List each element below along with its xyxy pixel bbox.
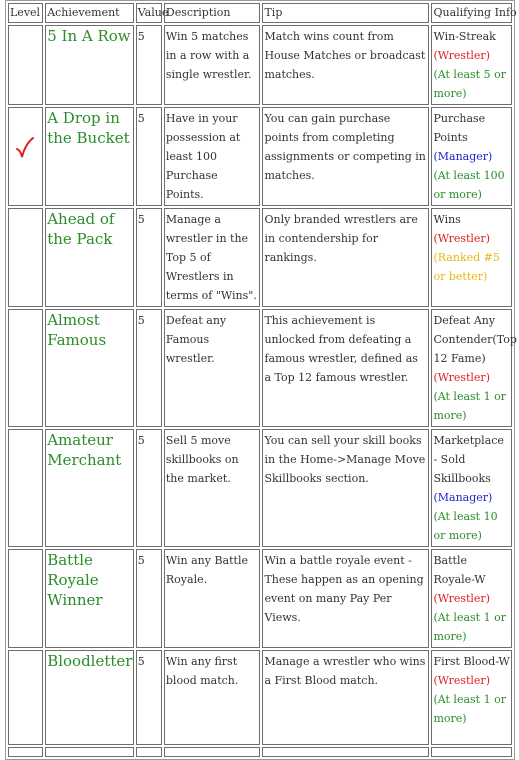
tip-cell: You can sell your skill books in the Home->Manage Move Skillbooks section. — [262, 429, 429, 547]
header-row — [8, 3, 512, 23]
qualifying-info-cell — [431, 208, 512, 307]
header-qualifying-info: Qualifying Info — [431, 3, 512, 23]
qualifying-info-cell — [431, 549, 512, 648]
tip-cell: Win a battle royale event - These happen as an opening event on many Pay Per Views. — [262, 549, 429, 648]
qualifying-progress: (At least 10 or more) — [433, 510, 498, 542]
achievement-name: Bloodletter — [47, 652, 133, 670]
achievement-cell — [45, 650, 134, 745]
table-row — [8, 747, 512, 757]
value-cell: 5 — [136, 650, 162, 745]
empty-cell — [45, 747, 134, 757]
qualifying-info-cell — [431, 650, 512, 745]
achievement-cell — [45, 107, 134, 206]
checkmark-icon — [16, 137, 34, 159]
qualifying-main: Win-Streak — [433, 30, 496, 43]
table-row — [8, 650, 512, 745]
table-row — [8, 429, 512, 547]
table-row — [8, 549, 512, 648]
qualifying-main: Marketplace - Sold Skillbooks — [433, 434, 504, 485]
description-cell: Have in your possession at least 100 Purchase Points. — [164, 107, 261, 206]
tip-cell: You can gain purchase points from completing assignments or competing in matches. — [262, 107, 429, 206]
tip-cell: Manage a wrestler who wins a First Blood match. — [262, 650, 429, 745]
level-cell — [8, 309, 43, 427]
table-row — [8, 107, 512, 206]
value-cell: 5 — [136, 429, 162, 547]
qualifying-progress: (At least 1 or more) — [433, 611, 506, 643]
achievement-cell — [45, 549, 134, 648]
achievement-cell — [45, 429, 134, 547]
achievement-cell — [45, 208, 134, 307]
header-description: Description — [164, 3, 261, 23]
qualifying-main: Battle Royale-W — [433, 554, 486, 586]
tip-cell: Only branded wrestlers are in contendership for rankings. — [262, 208, 429, 307]
empty-cell — [262, 747, 429, 757]
achievements-table-wrapper — [5, 0, 515, 760]
qualifying-main: First Blood-W — [433, 655, 510, 668]
value-cell: 5 — [136, 309, 162, 427]
qualifying-role: (Manager) — [433, 150, 493, 163]
achievement-name: 5 In A Row — [47, 27, 131, 45]
qualifying-role: (Manager) — [433, 491, 493, 504]
description-cell: Win 5 matches in a row with a single wrestler. — [164, 25, 261, 105]
description-cell: Win any first blood match. — [164, 650, 261, 745]
value-cell: 5 — [136, 549, 162, 648]
description-cell: Win any Battle Royale. — [164, 549, 261, 648]
empty-cell — [8, 747, 43, 757]
qualifying-rank: (Ranked #5 or better) — [433, 251, 500, 283]
value-cell: 5 — [136, 25, 162, 105]
qualifying-info-cell — [431, 309, 517, 427]
qualifying-progress: (At least 1 or more) — [433, 390, 506, 422]
empty-cell — [164, 747, 261, 757]
qualifying-role: (Wrestler) — [433, 674, 490, 687]
achievement-cell — [45, 309, 134, 427]
value-cell: 5 — [136, 107, 162, 206]
qualifying-main: Defeat Any Contender(Top 12 Fame) — [433, 314, 517, 365]
qualifying-info-cell — [431, 25, 512, 105]
qualifying-info-cell — [431, 429, 512, 547]
qualifying-main: Wins — [433, 213, 461, 226]
table-row — [8, 208, 512, 307]
achievement-name: Ahead of the Pack — [47, 210, 115, 248]
tip-cell: This achievement is unlocked from defeating a famous wrestler, defined as a Top 12 famous wrestler. — [262, 309, 429, 427]
qualifying-progress: (At least 5 or more) — [433, 68, 506, 100]
header-tip: Tip — [262, 3, 429, 23]
table-row — [8, 309, 512, 427]
qualifying-progress: (At least 100 or more) — [433, 169, 505, 201]
level-cell — [8, 650, 43, 745]
level-cell — [8, 429, 43, 547]
header-value: Value — [136, 3, 162, 23]
empty-cell — [136, 747, 162, 757]
tip-cell: Match wins count from House Matches or broadcast matches. — [262, 25, 429, 105]
achievement-name: Almost Famous — [47, 311, 107, 349]
value-cell: 5 — [136, 208, 162, 307]
description-cell: Sell 5 move skillbooks on the market. — [164, 429, 261, 547]
qualifying-role: (Wrestler) — [433, 232, 490, 245]
level-cell — [8, 549, 43, 648]
qualifying-info-cell — [431, 107, 512, 206]
empty-cell — [431, 747, 512, 757]
qualifying-role: (Wrestler) — [433, 371, 490, 384]
level-cell — [8, 208, 43, 307]
qualifying-role: (Wrestler) — [433, 592, 490, 605]
achievement-cell — [45, 25, 134, 105]
description-cell: Manage a wrestler in the Top 5 of Wrestlers in terms of "Wins". — [164, 208, 261, 307]
qualifying-role: (Wrestler) — [433, 49, 490, 62]
qualifying-progress: (At least 1 or more) — [433, 693, 506, 725]
level-cell — [8, 107, 43, 206]
achievement-name: Amateur Merchant — [47, 431, 122, 469]
achievement-name: A Drop in the Bucket — [47, 109, 130, 147]
level-cell — [8, 25, 43, 105]
achievements-table — [5, 0, 515, 760]
description-cell: Defeat any Famous wrestler. — [164, 309, 261, 427]
table-row — [8, 25, 512, 105]
qualifying-main: Purchase Points — [433, 112, 486, 144]
header-level: Level — [8, 3, 43, 23]
header-achievement: Achievement — [45, 3, 134, 23]
achievement-name: Battle Royale Winner — [47, 551, 103, 609]
